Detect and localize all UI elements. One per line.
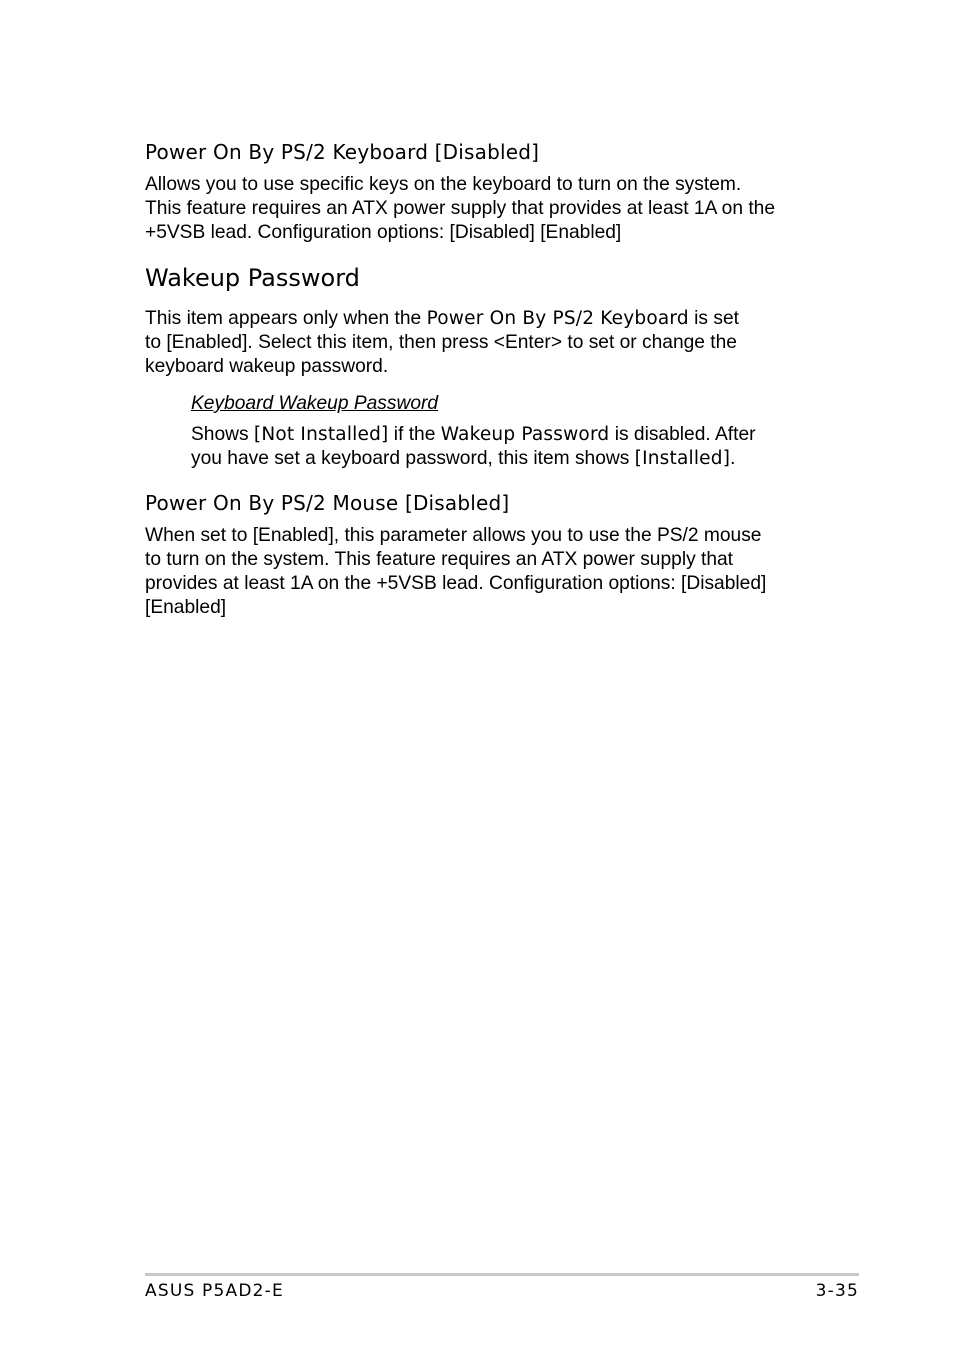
text-run: is set [688,308,739,329]
text-run: This item appears only when the [145,308,427,329]
footer-page-number: 3-35 [815,1281,859,1301]
text-line: +5VSB lead. Configuration options: [Disabled] [Enabled] [145,222,622,243]
ps2-mouse-description [145,524,825,620]
heading-ps2-mouse: Power On By PS/2 Mouse [Disabled] [145,491,510,515]
emphasis-term: Wakeup Password [440,424,610,445]
heading-wakeup-password: Wakeup Password [145,264,360,292]
text-run: . [730,448,736,469]
text-line: to [Enabled]. Select this item, then press <Enter> to set or change the [145,332,737,353]
text-line: This feature requires an ATX power supply that provides at least 1A on the [145,198,775,219]
text-line [145,307,825,331]
text-line: provides at least 1A on the +5VSB lead. Configuration options: [Disabled] [145,573,767,594]
text-run: is disabled. After [609,424,756,445]
text-line: [Enabled] [145,597,227,618]
emphasis-term: Power On By PS/2 Keyboard [426,308,689,329]
text-line: keyboard wakeup password. [145,356,389,377]
text-run: Shows [191,424,254,445]
footer-product-name: ASUS P5AD2-E [145,1281,284,1301]
text-line: When set to [Enabled], this parameter allows you to use the PS/2 mouse [145,525,762,546]
sub-item-title: Keyboard Wakeup Password [191,393,439,414]
text-line: Allows you to use specific keys on the keyboard to turn on the system. [145,174,742,195]
emphasis-term: [Not Installed] [253,424,389,445]
text-line [191,447,831,471]
footer-divider [145,1273,859,1276]
text-line: to turn on the system. This feature requires an ATX power supply that [145,549,734,570]
heading-ps2-keyboard: Power On By PS/2 Keyboard [Disabled] [145,140,540,164]
text-run: if the [388,424,441,445]
ps2-keyboard-description [145,173,825,245]
text-line [191,423,831,447]
sub-item-description [191,423,831,471]
wakeup-password-description [145,307,825,379]
text-run: you have set a keyboard password, this item shows [191,448,635,469]
emphasis-term: [Installed] [634,448,731,469]
